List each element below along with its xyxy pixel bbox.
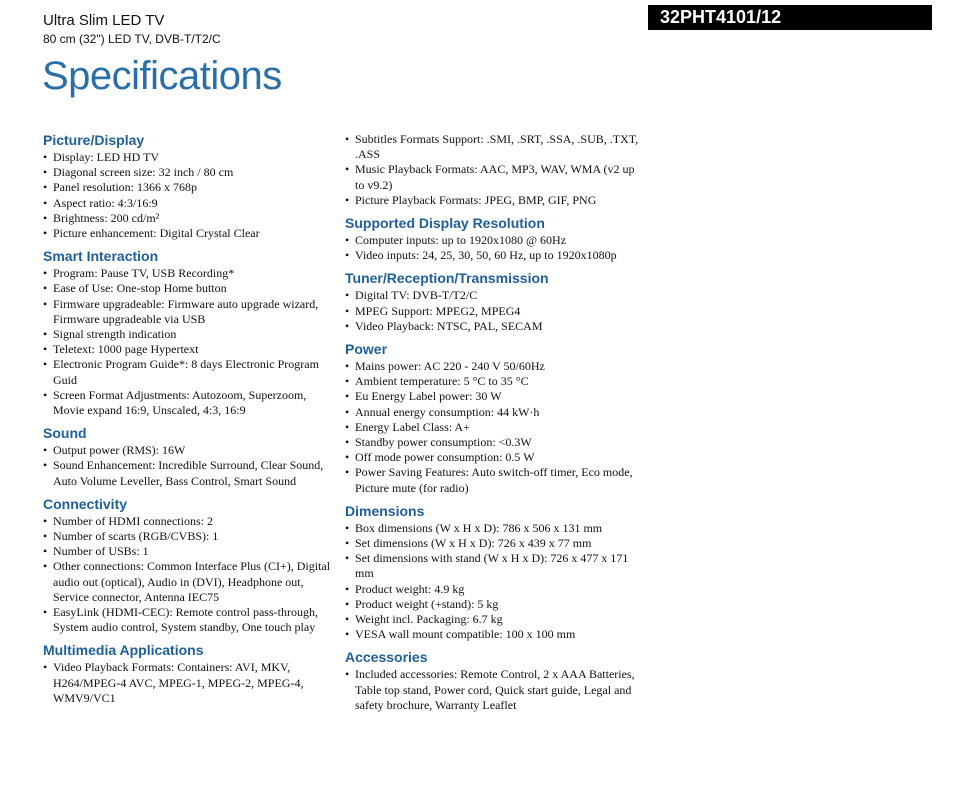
- spec-item: • Computer inputs: up to 1920x1080 @ 60Hz: [345, 233, 640, 248]
- spec-item: • MPEG Support: MPEG2, MPEG4: [345, 304, 640, 319]
- spec-section-multimedia-applications: [43, 642, 333, 706]
- spec-list: [345, 521, 640, 643]
- spec-item: • Brightness: 200 cd/m²: [43, 211, 333, 226]
- spec-item: • Other connections: Common Interface Plus (CI+), Digital audio out (optical), Audio in (DVI), Headphone out, Service connector, Antenna IEC75: [43, 559, 333, 605]
- spec-item: • Video Playback: NTSC, PAL, SECAM: [345, 319, 640, 334]
- spec-item: • Aspect ratio: 4:3/16:9: [43, 196, 333, 211]
- section-title: Multimedia Applications: [43, 642, 204, 659]
- spec-item: • Diagonal screen size: 32 inch / 80 cm: [43, 165, 333, 180]
- spec-section-supported-display-resolution: [345, 215, 640, 263]
- spec-item: • Included accessories: Remote Control, 2 x AAA Batteries, Table top stand, Power cord, Quick start guide, Legal and safety brochure, Warranty Leaflet: [345, 667, 640, 713]
- spec-item: • Picture Playback Formats: JPEG, BMP, GIF, PNG: [345, 193, 640, 208]
- spec-item: • Product weight: 4.9 kg: [345, 582, 640, 597]
- spec-list: [43, 266, 333, 418]
- spec-item: • Product weight (+stand): 5 kg: [345, 597, 640, 612]
- spec-item: • Firmware upgradeable: Firmware auto upgrade wizard, Firmware upgradeable via USB: [43, 297, 333, 327]
- product-subtitle: 80 cm (32") LED TV, DVB-T/T2/C: [43, 32, 221, 46]
- section-title: Smart Interaction: [43, 248, 159, 265]
- spec-item: • Annual energy consumption: 44 kW·h: [345, 405, 640, 420]
- spec-item: • Number of scarts (RGB/CVBS): 1: [43, 529, 333, 544]
- section-title: Sound: [43, 425, 87, 442]
- spec-item: • Picture enhancement: Digital Crystal Clear: [43, 226, 333, 241]
- spec-section-power: [345, 341, 640, 496]
- spec-item: • Digital TV: DVB-T/T2/C: [345, 288, 640, 303]
- spec-item: • Subtitles Formats Support: .SMI, .SRT, .SSA, .SUB, .TXT, .ASS: [345, 132, 640, 162]
- spec-item: • EasyLink (HDMI-CEC): Remote control pass-through, System audio control, System standby, One touch play: [43, 605, 333, 635]
- spec-item: • Teletext: 1000 page Hypertext: [43, 342, 333, 357]
- spec-list: [345, 233, 640, 263]
- spec-item: • Output power (RMS): 16W: [43, 443, 333, 458]
- spec-item: • Sound Enhancement: Incredible Surround, Clear Sound, Auto Volume Leveller, Bass Control, Smart Sound: [43, 458, 333, 488]
- spec-item: • Set dimensions (W x H x D): 726 x 439 x 77 mm: [345, 536, 640, 551]
- spec-item: • Number of HDMI connections: 2: [43, 514, 333, 529]
- spec-item: • Box dimensions (W x H x D): 786 x 506 x 131 mm: [345, 521, 640, 536]
- spec-section-accessories: [345, 649, 640, 713]
- spec-section-dimensions: [345, 503, 640, 643]
- section-title: Accessories: [345, 649, 428, 666]
- spec-list: [43, 150, 333, 241]
- spec-item: • Electronic Program Guide*: 8 days Electronic Program Guid: [43, 357, 333, 387]
- section-title: Picture/Display: [43, 132, 145, 148]
- spec-section-tuner-reception-transmission: [345, 270, 640, 334]
- spec-section-connectivity: [43, 496, 333, 636]
- spec-item: • Video Playback Formats: Containers: AVI, MKV, H264/MPEG-4 AVC, MPEG-1, MPEG-2, MPEG-4, WMV9/VC1: [43, 660, 333, 706]
- spec-item: • Video inputs: 24, 25, 30, 50, 60 Hz, up to 1920x1080p: [345, 248, 640, 263]
- section-title: Supported Display Resolution: [345, 215, 545, 232]
- spec-item: • Screen Format Adjustments: Autozoom, Superzoom, Movie expand 16:9, Unscaled, 4:3, 16:9: [43, 388, 333, 418]
- section-title: Power: [345, 341, 388, 358]
- spec-list: [43, 514, 333, 636]
- spec-list: [345, 359, 640, 496]
- section-title: Dimensions: [345, 502, 425, 519]
- spec-item: • Program: Pause TV, USB Recording*: [43, 266, 333, 281]
- section-title: Connectivity: [43, 495, 128, 512]
- spec-item: • Music Playback Formats: AAC, MP3, WAV, WMA (v2 up to v9.2): [345, 162, 640, 192]
- spec-section-continued: [345, 132, 640, 208]
- spec-item: • Mains power: AC 220 - 240 V 50/60Hz: [345, 359, 640, 374]
- spec-list: [345, 288, 640, 334]
- spec-item: • Energy Label Class: A+: [345, 420, 640, 435]
- spec-section-sound: [43, 425, 333, 489]
- spec-item: • Panel resolution: 1366 x 768p: [43, 180, 333, 195]
- spec-item: • Ease of Use: One-stop Home button: [43, 281, 333, 296]
- section-title: Tuner/Reception/Transmission: [345, 270, 549, 287]
- spec-item: • VESA wall mount compatible: 100 x 100 mm: [345, 627, 640, 642]
- spec-item: • Signal strength indication: [43, 327, 333, 342]
- spec-item: • Off mode power consumption: 0.5 W: [345, 450, 640, 465]
- spec-item: • Power Saving Features: Auto switch-off timer, Eco mode, Picture mute (for radio): [345, 465, 640, 495]
- product-title: Ultra Slim LED TV: [43, 12, 165, 29]
- model-number-badge: 32PHT4101/12: [648, 5, 932, 30]
- spec-item: • Display: LED HD TV: [43, 150, 333, 165]
- spec-list: [345, 132, 640, 208]
- spec-item: • Ambient temperature: 5 °C to 35 °C: [345, 374, 640, 389]
- spec-item: • Weight incl. Packaging: 6.7 kg: [345, 612, 640, 627]
- page-heading: Specifications: [42, 54, 282, 98]
- spec-list: [43, 660, 333, 706]
- spec-list: [43, 443, 333, 489]
- spec-item: • Number of USBs: 1: [43, 544, 333, 559]
- right-spec-column: [345, 132, 640, 720]
- spec-item: • Standby power consumption: <0.3W: [345, 435, 640, 450]
- left-spec-column: [43, 132, 333, 713]
- spec-section-smart-interaction: [43, 248, 333, 418]
- spec-item: • Eu Energy Label power: 30 W: [345, 389, 640, 404]
- spec-list: [345, 667, 640, 713]
- spec-item: • Set dimensions with stand (W x H x D): 726 x 477 x 171 mm: [345, 551, 640, 581]
- spec-section-picture-display: [43, 132, 333, 241]
